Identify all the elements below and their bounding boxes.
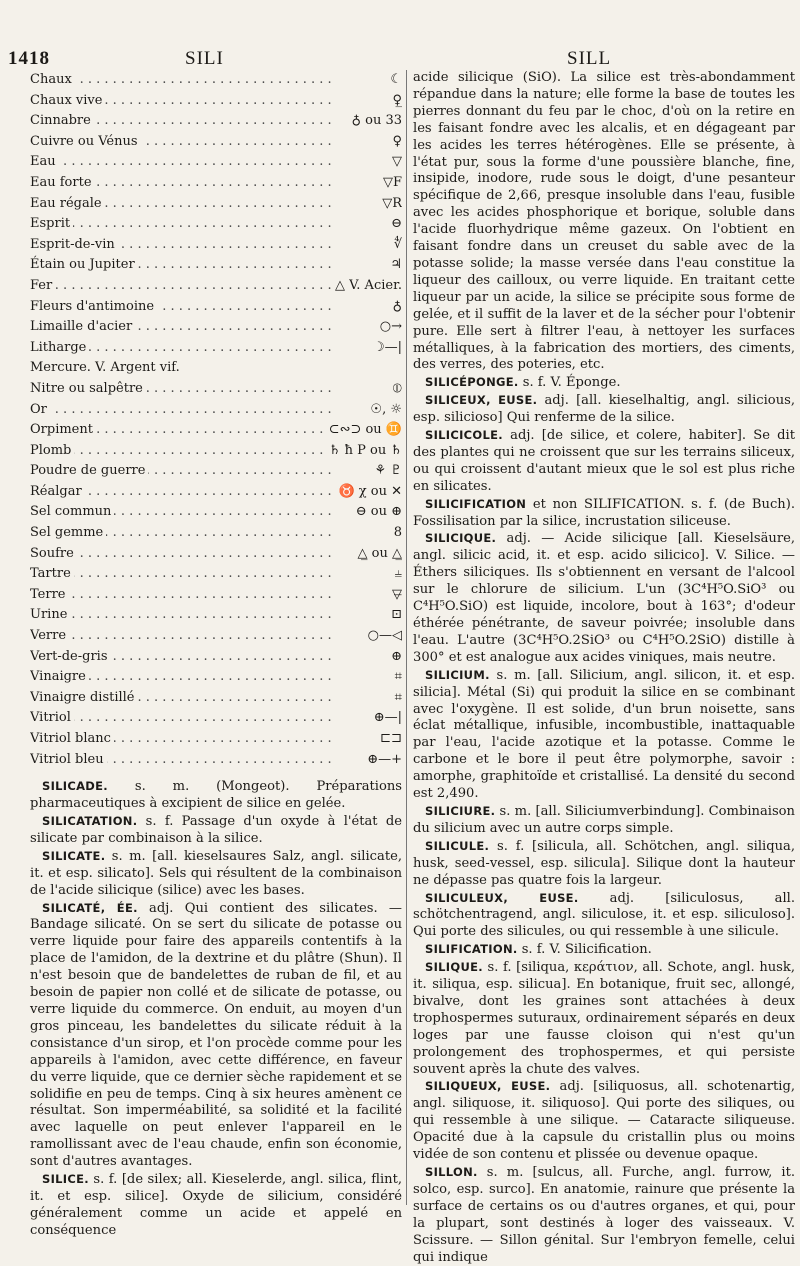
symbol-row [30,297,402,318]
entry-text: s. m. [sulcus, all. Furche, angl. furrow, it. solco, esp. surco]. En anatomie, rainure que présente la surface de certains os ou d'autres organes, et qui, pour la plupart, sont destinés à loger des vaisseaux. V. Scissure. — Sillon génital. Sur l'embryon femelle, celui qui indique [413,1165,795,1265]
alchemical-symbol: ○—◁ [364,626,402,647]
alchemical-symbol: ⊕ [387,647,402,668]
symbol-row [30,544,402,565]
symbol-row [30,379,402,400]
right-column [413,70,795,1266]
symbol-name: Soufre [30,544,77,565]
alchemical-symbol: ⊡ [387,605,402,626]
alchemical-symbol: ▽F [379,173,402,194]
symbol-name: Litharge [30,338,89,359]
dictionary-entry [413,427,795,496]
alchemical-symbol: ▽̶ [388,585,402,606]
alchemical-symbol: △ V. Acier. [331,276,402,297]
symbol-name: Esprit [30,214,73,235]
symbol-name: Réalgar [30,482,85,503]
symbol-row [30,688,402,709]
symbol-name: Vert-de-gris [30,647,111,668]
symbol-row [30,708,402,729]
leader-dots [30,214,332,235]
dictionary-entry [413,374,795,392]
entry-headword: SILICEUX, EUSE. [425,393,538,408]
symbol-name: Esprit-de-vin [30,235,118,256]
symbol-name: Cuivre ou Vénus [30,132,141,153]
symbol-name: Orpiment [30,420,96,441]
alchemical-symbol: ☾ [386,70,402,91]
symbol-row [30,132,402,153]
leader-dots [30,585,332,606]
dictionary-entry [413,838,795,890]
alchemical-symbol: ▽ [388,152,402,173]
entry-text: s. f. [de silex; all. Kieselerde, angl. silica, flint, it. et esp. silice]. Oxyde de silicium, considéré généralement comme un acide et appelé en conséquence [30,1172,402,1238]
dictionary-entry [30,900,402,1172]
dictionary-entry [413,941,795,959]
symbol-row [30,317,402,338]
entry-text: s. f. Passage d'un oxyde à l'état de silicate par combinaison à la silice. [30,814,402,846]
symbol-row [30,441,402,462]
entry-text: s. m. [all. Siliciumverbindung]. Combinaison du silicium avec un autre corps simple. [413,803,795,836]
symbol-row [30,750,402,771]
symbol-name: Sel commun [30,502,114,523]
symbol-name: Chaux [30,70,75,91]
entry-text: adj. [de silice, et colere, habiter]. Se dit des plantes qui ne croissent que sur les terrains siliceux, ou qui croissent d'autant mieux que le sol est plus riche en silicates. [413,428,795,494]
symbol-name: Verre [30,626,69,647]
leader-dots [30,276,332,297]
symbol-row [30,461,402,482]
symbol-name: Eau forte [30,173,95,194]
dictionary-entry [413,959,795,1078]
dictionary-entry [30,813,402,848]
symbol-name: Poudre de guerre [30,461,148,482]
dictionary-entry [413,392,795,427]
dictionary-entry [30,1171,402,1240]
entry-headword: SILICÉPONGE. [425,375,519,390]
alchemical-symbol: ♄ ħ P ou ♄ [325,441,402,462]
leader-dots [30,152,332,173]
entry-headword: SILICATE. [42,848,106,863]
alchemical-symbol: ⊖ ou ⊕ [352,502,402,523]
leader-dots [30,400,332,421]
entry-text: adj. [siliculosus, all. schötchentragend, angl. siliculose, it. et esp. siliculoso]. Qui porte des silicules, ou qui ressemble à une silicule. [413,890,795,940]
dictionary-entry [413,667,795,803]
alchemical-symbol: ⌗ [391,667,402,688]
left-entries [30,778,402,1239]
leader-dots [30,564,332,585]
entry-headword: SILICULE. [425,838,490,853]
symbol-row [30,523,402,544]
dictionary-entry [30,848,402,900]
leader-dots [30,441,332,462]
leader-dots [30,70,332,91]
alchemical-symbol: △̲ ou △̲ [354,544,402,565]
symbol-row [30,70,402,91]
page-number: 1418 [8,48,50,69]
entry-headword: SILIQUE. [425,960,483,975]
dictionary-entry [413,890,795,942]
symbol-name: Étain ou Jupiter [30,255,138,276]
leader-dots [30,626,332,647]
entry-text: adj. — Acide silicique [all. Kieselsäure, angl. silicic acid, it. et esp. acido silicico]. V. Silice. — Éthers siliciques. Ils s'obtiennent en versant de l'alcool sur le chlorure de silicium. L'un (3C⁴H⁵O.SiO³ ou C⁴H⁵O.SiO) est liquide, incolore, bout à 163°; d'odeur éthérée pénétrante, de saveur poivrée; insoluble dans l'eau. L'autre (3C⁴H⁵O.2SiO³ ou C⁴H⁵O.2SiO) distille à 300° et est analogue aux acides viniques, mais neutre. [413,531,795,665]
dictionary-entry [413,530,795,666]
symbol-name: Cinnabre [30,111,94,132]
symbol-name: Chaux vive [30,91,105,112]
symbol-row [30,585,402,606]
alchemical-symbol: ∜ [390,235,402,256]
entry-text: s. f. V. Silicification. [517,942,652,958]
entry-headword: SILICICOLE. [425,428,503,443]
alchemical-symbol: ⚘ ♇ [371,461,402,482]
entry-headword: SILICATATION. [42,814,138,828]
entry-text: adj. [all. kieselhaltig, angl. silicious, esp. silicioso] Qui renferme de la silice. [413,393,796,426]
entry-headword: SILICIFICATION [425,496,527,511]
symbol-row [30,111,402,132]
symbol-name: Mercure. V. Argent vif. [30,358,183,379]
entry-headword: SILIFICATION. [425,942,518,957]
symbol-row [30,91,402,112]
entry-text: adj. Qui contient des silicates. — Bandage silicaté. On se sert du silicate de potasse ou verre liquide pour faire des appareils contentifs à la place de l'amidon, de la dextrine et du plâtre (Shun). Il n'est besoin que de bandelettes de ruban de fil, et au besoin de papier non collé et de silicate de potasse, ou verre liquide du commerce. On enduit, au moyen d'un gros pinceau, les bandelettes du silicate réduit à la consistance d'un sirop, et l'on procède comme pour les appareils à l'amidon, avec cette différence, en faveur du verre liquide, que ce dernier sèche rapidement et se solidifie en peu de temps. Cinq à six heures amènent ce résultat. Son imperméabilité, sa solidité et la facilité avec laquelle on peut enlever l'appareil en le ramollissant avec de l'eau chaude, enfin son économie, sont d'autres avantages. [30,900,402,1170]
entry-text: s. m. (Mongeot). Préparations pharmaceutiques à excipient de silice en gelée. [30,779,402,812]
symbol-row [30,400,402,421]
left-column [30,70,402,1240]
alchemical-symbol: ⦶ [389,379,402,400]
entry-headword: SILIQUEUX, EUSE. [425,1079,551,1094]
entry-text: acide silicique (SiO). La silice est très-abondamment répandue dans la nature; elle forme la base de toutes les pierres donnant du feu par le choc, d'où on la retire en les faisant fondre avec les alcalis, et en dégageant par les acides les terres hétérogènes. Elle se présente, à l'état pur, sous la forme d'une poussière blanche, fine, insipide, inodore, rude sous le doigt, d'une pesanteur spécifique de 2,66, presque insoluble dans l'eau, fusible avec les acides phosphorique et borique, soluble dans l'acide fluorhydrique même gazeux. On l'obtient en faisant fondre dans un creuset du sable avec de la potasse solide; la masse versée dans l'eau constitue la liqueur des cailloux, ou verre liquide. En traitant cette liqueur par un acide, la silice se précipite sous forme de gelée, et il suffit de la laver et de la sécher pour l'obtenir pure. Elle sert à filtrer l'eau, à nettoyer les surfaces métalliques, à la fabrication des mortiers, des ciments, des verres, des poteries, etc. [413,70,795,373]
symbol-row [30,502,402,523]
symbol-row [30,338,402,359]
symbol-name: Terre [30,585,68,606]
dictionary-entry [413,70,795,374]
leader-dots [30,708,332,729]
symbol-name: Tartre [30,564,74,585]
symbol-row [30,152,402,173]
entry-headword: SILICIUM. [425,667,490,682]
alchemical-symbol: ☽—| [369,338,402,359]
right-entries [413,70,795,1266]
alchemical-symbol: ⊂∾⊃ ou ♊ [325,420,402,441]
entry-headword: SILICE. [42,1172,89,1187]
symbol-name: Vitriol bleu [30,750,107,771]
entry-text: adj. [siliquosus, all. schotenartig, angl. siliquose, it. siliquoso]. Qui porte des siliques, ou qui ressemble à une silique. — Cataracte siliqueuse. Opacité due à la capsule du cristallin plus ou moins vidée de son contenu et plissée ou devenue opaque. [413,1079,795,1163]
dictionary-entry [413,1078,795,1164]
alchemical-symbol: ⊖ [387,214,402,235]
symbol-row [30,255,402,276]
entry-text: s. f. [siliqua, κεράτιον, all. Schote, angl. husk, it. siliqua, esp. silicua]. En botanique, fruit sec, allongé, bivalve, dont les graines sont attachées à deux trophospermes suturaux, ordinairement séparés en deux loges par une fausse cloison qui n'est qu'un prolongement des trophospermes, et qui persiste souvent après la chute des valves. [413,960,795,1077]
symbol-name: Fer [30,276,55,297]
entry-headword: SILICATÉ, ÉE. [42,900,138,915]
symbol-row [30,647,402,668]
dictionary-entry [413,496,795,531]
alchemical-symbol: ☉, ☼ [366,400,402,421]
dictionary-entry [30,778,402,813]
leader-dots [30,605,332,626]
dictionary-entry [413,1164,795,1266]
symbol-name: Eau [30,152,59,173]
symbol-name: Eau régale [30,194,105,215]
entry-headword: SILICADE. [42,779,108,794]
alchemical-symbol: 8 [390,523,402,544]
alchemical-symbol-table [30,70,402,770]
entry-headword: SILICIQUE. [425,531,497,546]
alchemical-symbol: ⊕—+ [363,750,402,771]
symbol-row [30,358,402,379]
symbol-name: Plomb [30,441,74,462]
alchemical-symbol: ♉ χ ou ✕ [334,482,402,503]
symbol-row [30,626,402,647]
symbol-row [30,194,402,215]
entry-headword: SILICULEUX, EUSE. [425,890,579,905]
symbol-name: Fleurs d'antimoine [30,297,157,318]
alchemical-symbol: ▽R [378,194,402,215]
alchemical-symbol: ⊕—| [370,708,402,729]
running-head-right: SILL [567,48,612,69]
column-rule [406,70,407,1205]
symbol-row [30,235,402,256]
running-head-left: SILI [185,48,224,69]
symbol-row [30,214,402,235]
symbol-name: Or [30,400,50,421]
symbol-row [30,276,402,297]
symbol-name: Vinaigre distillé [30,688,138,709]
alchemical-symbol: ♀̲ [388,91,402,112]
entry-text: et non SILIFICATION. s. f. (de Buch). Fossilisation par la silice, incrustation siliceuse. [413,496,795,529]
entry-text: s. f. [silicula, all. Schötchen, angl. siliqua, husk, seed-vessel, esp. silicula]. Silique dont la hauteur ne dépasse pas quatre fois la largeur. [413,838,795,888]
symbol-row [30,564,402,585]
symbol-name: Vitriol [30,708,74,729]
entry-text: s. m. [all. Silicium, angl. silicon, it. et esp. silicia]. Métal (Si) qui produit la silice en se combinant avec l'oxygène. Il est solide, d'un brun noisette, sans éclat métallique, infusible, incombustible, inattaquable par l'eau, l'acide azotique et la potasse. Comme le carbone et le bore il peut être polymorphe, savoir : amorphe, graphitoïde et cristallisé. La densité du second est 2,490. [413,667,795,802]
symbol-row [30,420,402,441]
symbol-name: Sel gemme [30,523,106,544]
symbol-name: Urine [30,605,70,626]
entry-headword: SILICIURE. [425,803,496,818]
alchemical-symbol: ○→ [376,317,402,338]
symbol-row [30,667,402,688]
alchemical-symbol: ⫨ [391,564,402,585]
alchemical-symbol: ♀ [388,132,402,153]
symbol-name: Vitriol blanc [30,729,114,750]
alchemical-symbol: ♃ [386,255,402,276]
alchemical-symbol: ⌗ [391,688,402,709]
symbol-row [30,173,402,194]
dictionary-entry [413,803,795,838]
symbol-row [30,482,402,503]
alchemical-symbol: ♁ [388,297,402,318]
entry-text: s. f. V. Éponge. [518,375,621,391]
symbol-name: Limaille d'acier [30,317,135,338]
alchemical-symbol: ⊏⊐ [376,729,402,750]
alchemical-symbol: ♁ ou 33 [347,111,402,132]
symbol-row [30,729,402,750]
entry-text: s. m. [all. kieselsaures Salz, angl. silicate, it. et esp. silicato]. Sels qui résultent de la combinaison de l'acide silicique (silice) avec les bases. [30,848,402,898]
entry-headword: SILLON. [425,1165,478,1179]
symbol-name: Vinaigre [30,667,89,688]
symbol-row [30,605,402,626]
symbol-name: Nitre ou salpêtre [30,379,146,400]
